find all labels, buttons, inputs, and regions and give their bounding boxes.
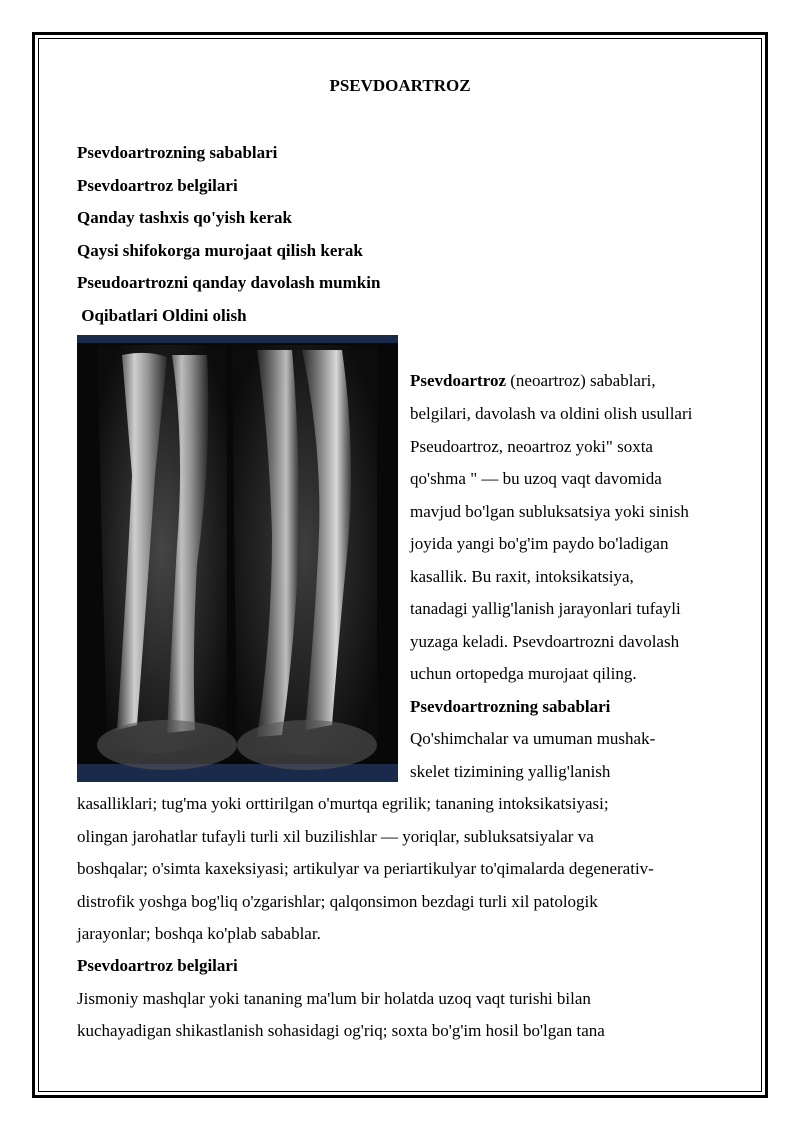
section-heading-symptoms: Psevdoartroz belgilari xyxy=(77,956,238,975)
intro-line-1-rest: (neoartroz) sabablari, xyxy=(506,371,656,390)
intro-line: uchun ortopedga murojaat qiling. xyxy=(410,664,637,683)
causes-line: kasalliklari; tug'ma yoki orttirilgan o'murtqa egrilik; tananing intoksikatsiyasi; xyxy=(77,794,609,813)
toc-item-prevention[interactable]: Oqibatlari Oldini olish xyxy=(77,305,247,325)
intro-line: joyida yangi bo'g'im paydo bo'ladigan xyxy=(410,534,669,553)
intro-line: tanadagi yallig'lanish jarayonlari tufayli xyxy=(410,599,681,618)
intro-line: kasallik. Bu raxit, intoksikatsiya, xyxy=(410,567,634,586)
toc-item-symptoms[interactable]: Psevdoartroz belgilari xyxy=(77,175,238,195)
symptoms-line: Jismoniy mashqlar yoki tananing ma'lum bir holatda uzoq vaqt turishi bilan xyxy=(77,989,591,1008)
symptoms-line: kuchayadigan shikastlanish sohasidagi og'riq; soxta bo'g'im hosil bo'lgan tana xyxy=(77,1021,605,1040)
intro-line: yuzaga keladi. Psevdoartrozni davolash xyxy=(410,632,680,651)
intro-line: Pseudoartroz, neoartroz yoki" soxta xyxy=(410,437,653,456)
causes-side-line: skelet tizimining yallig'lanish xyxy=(410,762,611,781)
document-title: PSEVDOARTROZ xyxy=(329,76,471,95)
causes-line: olingan jarohatlar tufayli turli xil buzilishlar — yoriqlar, subluksatsiyalar va xyxy=(77,827,594,846)
table-of-contents xyxy=(77,141,380,336)
intro-line: belgilari, davolash va oldini olish usullari xyxy=(410,404,693,423)
causes-side-line: Qo'shimchalar va umuman mushak- xyxy=(410,729,656,748)
intro-line: mavjud bo'lgan subluksatsiya yoki sinish xyxy=(410,502,689,521)
intro-line-1 xyxy=(410,369,656,393)
intro-term: Psevdoartroz xyxy=(410,371,506,390)
toc-item-causes[interactable]: Psevdoartrozning sabablari xyxy=(77,143,278,162)
causes-line: distrofik yoshga bog'liq o'zgarishlar; qalqonsimon bezdagi turli xil patologik xyxy=(77,892,598,911)
section-heading-causes: Psevdoartrozning sabablari xyxy=(410,697,611,716)
causes-line: boshqalar; o'simta kaxeksiyasi; artikulyar va periartikulyar to'qimalarda degenerativ- xyxy=(77,859,654,878)
intro-line: qo'shma " — bu uzoq vaqt davomida xyxy=(410,469,662,488)
toc-item-diagnosis[interactable]: Qanday tashxis qo'yish kerak xyxy=(77,208,292,227)
toc-item-doctor[interactable]: Qaysi shifokorga murojaat qilish kerak xyxy=(77,240,363,260)
xray-image xyxy=(77,335,398,782)
toc-item-treatment[interactable]: Pseudoartrozni qanday davolash mumkin xyxy=(77,273,381,292)
causes-line: jarayonlar; boshqa ko'plab sabablar. xyxy=(77,924,321,943)
